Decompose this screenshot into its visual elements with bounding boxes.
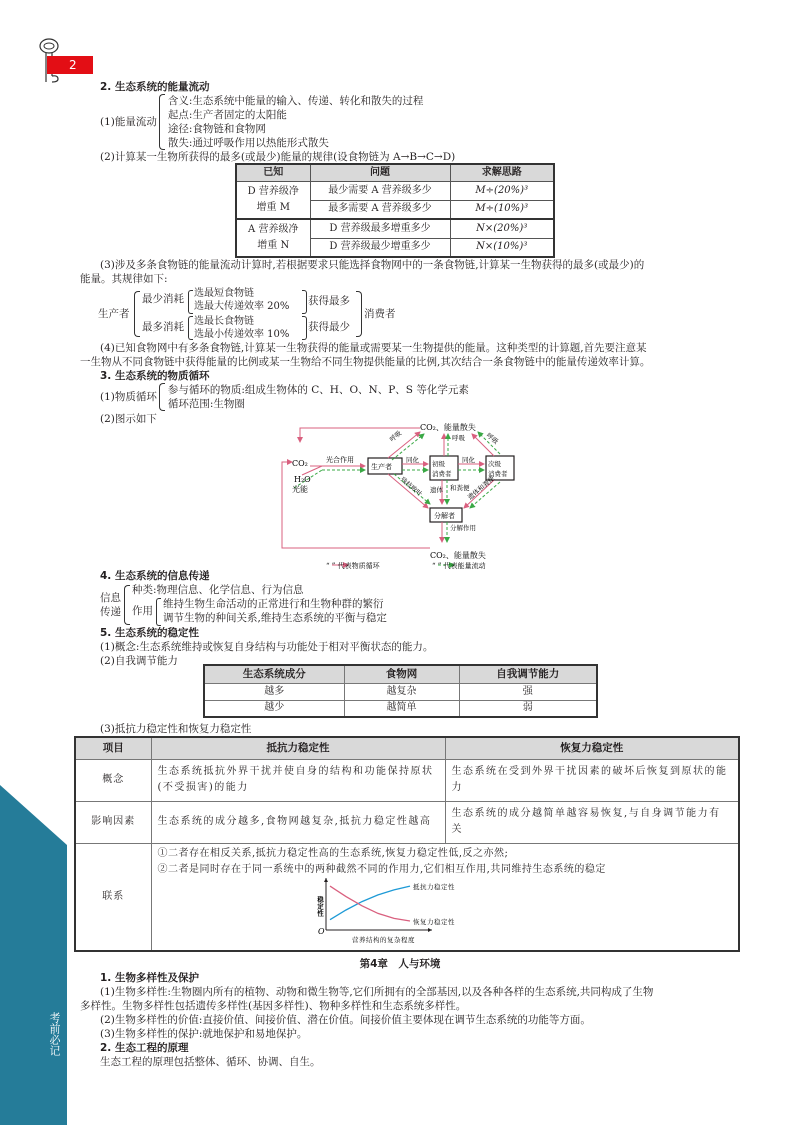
y-axis-arrow-icon [324,878,328,882]
brace-icon [124,585,130,625]
series-label-0: 抵抗力稳定性 [412,882,455,891]
info-label-a: 信息 [100,592,121,604]
brace-icon [159,383,165,411]
table-cell-question: D 营养级最少增重多少 [310,238,450,257]
label-ingest-1: 同化 [406,456,419,464]
brace-icon [188,316,193,340]
table-cell-solution: M÷(20%)³ [450,181,554,200]
label-decomposer: 分解者 [434,512,455,520]
table-header: 求解思路 [450,164,554,181]
label-co2-top: CO₂、能量散失 [420,423,476,432]
info-transfer-block [100,583,500,627]
table-header: 项目 [75,737,151,759]
table-cell-question: D 营养级最多增重多少 [310,219,450,238]
material-cycle-item: 循环范围:生物圈 [167,398,245,410]
table-cell: 越复杂 [344,683,459,700]
legend-matter: “ ” 代表物质循环 [326,562,380,570]
label-remains-2: 遗体 [430,486,443,494]
table-cell-question: 最多需要 A 营养级多少 [310,200,450,219]
table-cell: 强 [459,683,597,700]
label-primary: 初级 [432,460,445,468]
table-cell: 生态系统在受到外界干扰因素的破坏后恢复到原状的能力 [445,759,739,801]
table-cell-solution: M÷(10%)³ [450,200,554,219]
rule-producer: 生产者 [98,308,130,320]
paragraph-diagram-intro: (2)图示如下 [100,413,157,425]
table-cell: 生态系统的成分越简单越容易恢复,与自身调节能力有关 [445,801,739,843]
paragraph-3-line1: (3)涉及多条食物链的能量流动计算时,若根据要求只能选择食物网中的一条食物链,计算某一生物获得的最多(或最少)的 [100,259,645,271]
brace-icon [159,94,165,150]
x-axis-arrow-icon [428,928,432,932]
table-header: 生态系统成分 [204,665,344,683]
legend-energy: “ ” 代表能量流动 [432,562,486,570]
rule-max-item: 选最长食物链 [194,316,254,327]
table-header: 自我调节能力 [459,665,597,683]
material-cycle-block [100,383,469,411]
table-row [236,181,554,200]
row-label: 影响因素 [75,801,151,843]
paragraph-calc-rule: (2)计算某一生物所获得的最多(或最少)能量的规律(设食物链为 A→B→C→D) [100,151,456,163]
origin-label: O [317,926,325,936]
label-photosynthesis: 光合作用 [326,456,354,464]
label-light: 光能 [292,485,308,494]
energy-calc-table [235,163,555,258]
info-role: 调节生物的种间关系,维持生态系统的平衡与稳定 [163,612,387,624]
table-header: 食物网 [344,665,459,683]
energy-flow-item: 途径:食物链和食物网 [167,123,266,135]
info-kind: 种类:物理信息、化学信息、行为信息 [132,584,304,596]
rule-get-least: 获得最少 [308,321,350,333]
link-cell [151,843,739,951]
chapter-title: 第4章 人与环境 [359,958,441,970]
label-co2-bottom: CO₂、能量散失 [430,551,486,560]
table-cell-known: A 营养级净增重 N [236,219,310,257]
info-role-label: 作用 [132,605,153,617]
section-2-title: 2. 生态系统的能量流动 [100,81,210,93]
label-respiration-2: 呼吸 [452,434,465,442]
brace-icon [302,290,307,314]
x-axis-label: 营养结构的复杂程度 [351,935,415,944]
paragraph-stability-concept: (1)概念:生态系统维持或恢复自身结构与功能处于相对平衡状态的能力。 [100,641,434,653]
ch4-paragraph: (1)生物多样性:生物圈内所有的植物、动物和微生物等,它们所拥有的全部基因,以及各种各样的生态系统,共同构成了生物 [100,986,654,998]
table-cell-known: D 营养级净增重 M [236,181,310,219]
energy-flow-item: 含义:生态系统中能量的输入、传递、转化和散失的过程 [167,95,424,107]
link-item: ②二者是同时存在于同一系统中的两种截然不同的作用力,它们相互作用,共同维持生态系统的稳定 [157,863,606,875]
ch4-paragraph: 生态工程的原理包括整体、循环、协调、自生。 [100,1056,321,1068]
sidebar-label: 考前必记 [48,1012,61,1056]
paragraph-stability-types: (3)抵抗力稳定性和恢复力稳定性 [100,723,252,735]
table-row [204,683,597,700]
ch4-paragraph: (3)生物多样性的保护:就地保护和易地保护。 [100,1028,308,1040]
rule-min-item: 选最短食物链 [194,288,254,299]
rule-max-item: 选最小传递效率 10% [194,329,290,340]
paragraph-4-line2: 一生物从不同食物链中获得能量的比例或某一生物给不同生物提供能量的比例,其次结合一条食物链中的能量传递效率计算。 [80,356,651,368]
section-4-title: 4. 生态系统的信息传递 [100,570,210,582]
rule-get-most: 获得最多 [308,295,350,307]
rule-min-consume: 最少消耗 [142,293,184,305]
brace-icon [302,316,307,340]
label-producer: 生产者 [371,463,392,471]
table-cell-solution: N×(10%)³ [450,238,554,257]
y-axis-label: 稳定性 [315,895,324,917]
paragraph-3-line2: 能量。其规律如下: [80,273,168,285]
table-cell: 弱 [459,700,597,717]
table-cell: 越多 [204,683,344,700]
section-5-title: 5. 生态系统的稳定性 [100,627,199,639]
table-header: 抵抗力稳定性 [151,737,445,759]
self-regulation-table [203,664,598,718]
energy-flow-label: (1)能量流动 [100,116,157,128]
table-row [75,801,739,843]
series-line-1 [330,886,410,921]
label-feces-1: 和粪便 [450,484,470,492]
table-row [204,700,597,717]
material-cycle-diagram [280,420,550,570]
table-row [236,219,554,238]
energy-rule-diagram [98,289,398,339]
energy-flow-item: 起点:生产者固定的太阳能 [167,109,287,121]
ch4-section-2-title: 2. 生态工程的原理 [100,1042,189,1054]
ch4-paragraph: (2)生物多样性的价值:直接价值、间接价值、潜在价值。间接价值主要体现在调节生态系统的功能等方面。 [100,1014,591,1026]
brace-icon [156,598,161,626]
brace-icon [356,291,362,337]
brace-icon [188,290,193,314]
rule-min-item: 选最大传递效率 20% [194,301,290,312]
table-cell: 越少 [204,700,344,717]
paragraph-self-regulation: (2)自我调节能力 [100,655,178,667]
energy-flow-block [100,94,423,150]
sidebar-band [0,785,67,1125]
table-header: 已知 [236,164,310,181]
table-cell: 生态系统抵抗外界干扰并使自身的结构和功能保持原状(不受损害)的能力 [151,759,445,801]
ch4-section-1-title: 1. 生物多样性及保护 [100,972,199,984]
row-label: 联系 [75,843,151,951]
label-respiration-1: 呼吸 [388,429,404,444]
label-co2-left: CO₂ [292,459,308,468]
material-cycle-item: 参与循环的物质:组成生物体的 C、H、O、N、P、S 等化学元素 [167,384,469,396]
table-cell: 生态系统的成分越多,食物网越复杂,抵抗力稳定性越高 [151,801,445,843]
series-line-0 [330,886,410,920]
label-decomp-action: 分解作用 [450,524,476,532]
table-header: 恢复力稳定性 [445,737,739,759]
table-cell-solution: N×(20%)³ [450,219,554,238]
page-number-tab: 2 [47,56,93,74]
stability-comparison-table [74,736,740,952]
info-label-b: 传递 [100,606,121,618]
energy-flow-item: 散失:通过呼吸作用以热能形式散失 [167,137,329,149]
brace-icon [134,291,140,337]
info-role: 维持生物生命活动的正常进行和生物种群的繁衍 [163,598,384,610]
rule-max-consume: 最多消耗 [142,321,184,333]
label-secondary-2: 消费者 [488,470,508,478]
label-respiration-3: 呼吸 [484,431,500,446]
label-primary-2: 消费者 [432,470,452,478]
ch4-paragraph: 多样性。生物多样性包括遗传多样性(基因多样性)、物种多样性和生态系统多样性。 [80,1000,467,1012]
rule-consumer: 消费者 [364,308,396,320]
table-header: 问题 [310,164,450,181]
series-label-1: 恢复力稳定性 [412,917,455,926]
label-h2o: H₂O [294,475,311,484]
label-secondary: 次级 [488,460,501,468]
material-cycle-label: (1)物质循环 [100,391,157,403]
table-row [75,759,739,801]
table-cell: 越简单 [344,700,459,717]
paragraph-4-line1: (4)已知食物网中有多条食物链,计算某一生物获得的能量或需要某一生物提供的能量。这种类型的计算题,首先要注意某 [100,342,647,354]
table-cell-question: 最少需要 A 营养级多少 [310,181,450,200]
label-remains-1: 残枝败叶 [398,475,424,499]
link-item: ①二者存在相反关系,抵抗力稳定性高的生态系统,恢复力稳定性低,反之亦然; [157,847,509,859]
stability-chart [308,878,508,946]
row-label: 概念 [75,759,151,801]
label-ingest-2: 同化 [462,456,475,464]
section-3-title: 3. 生态系统的物质循环 [100,370,210,382]
label-remains-3: 遗体和粪便 [466,474,497,502]
table-row [75,843,739,951]
